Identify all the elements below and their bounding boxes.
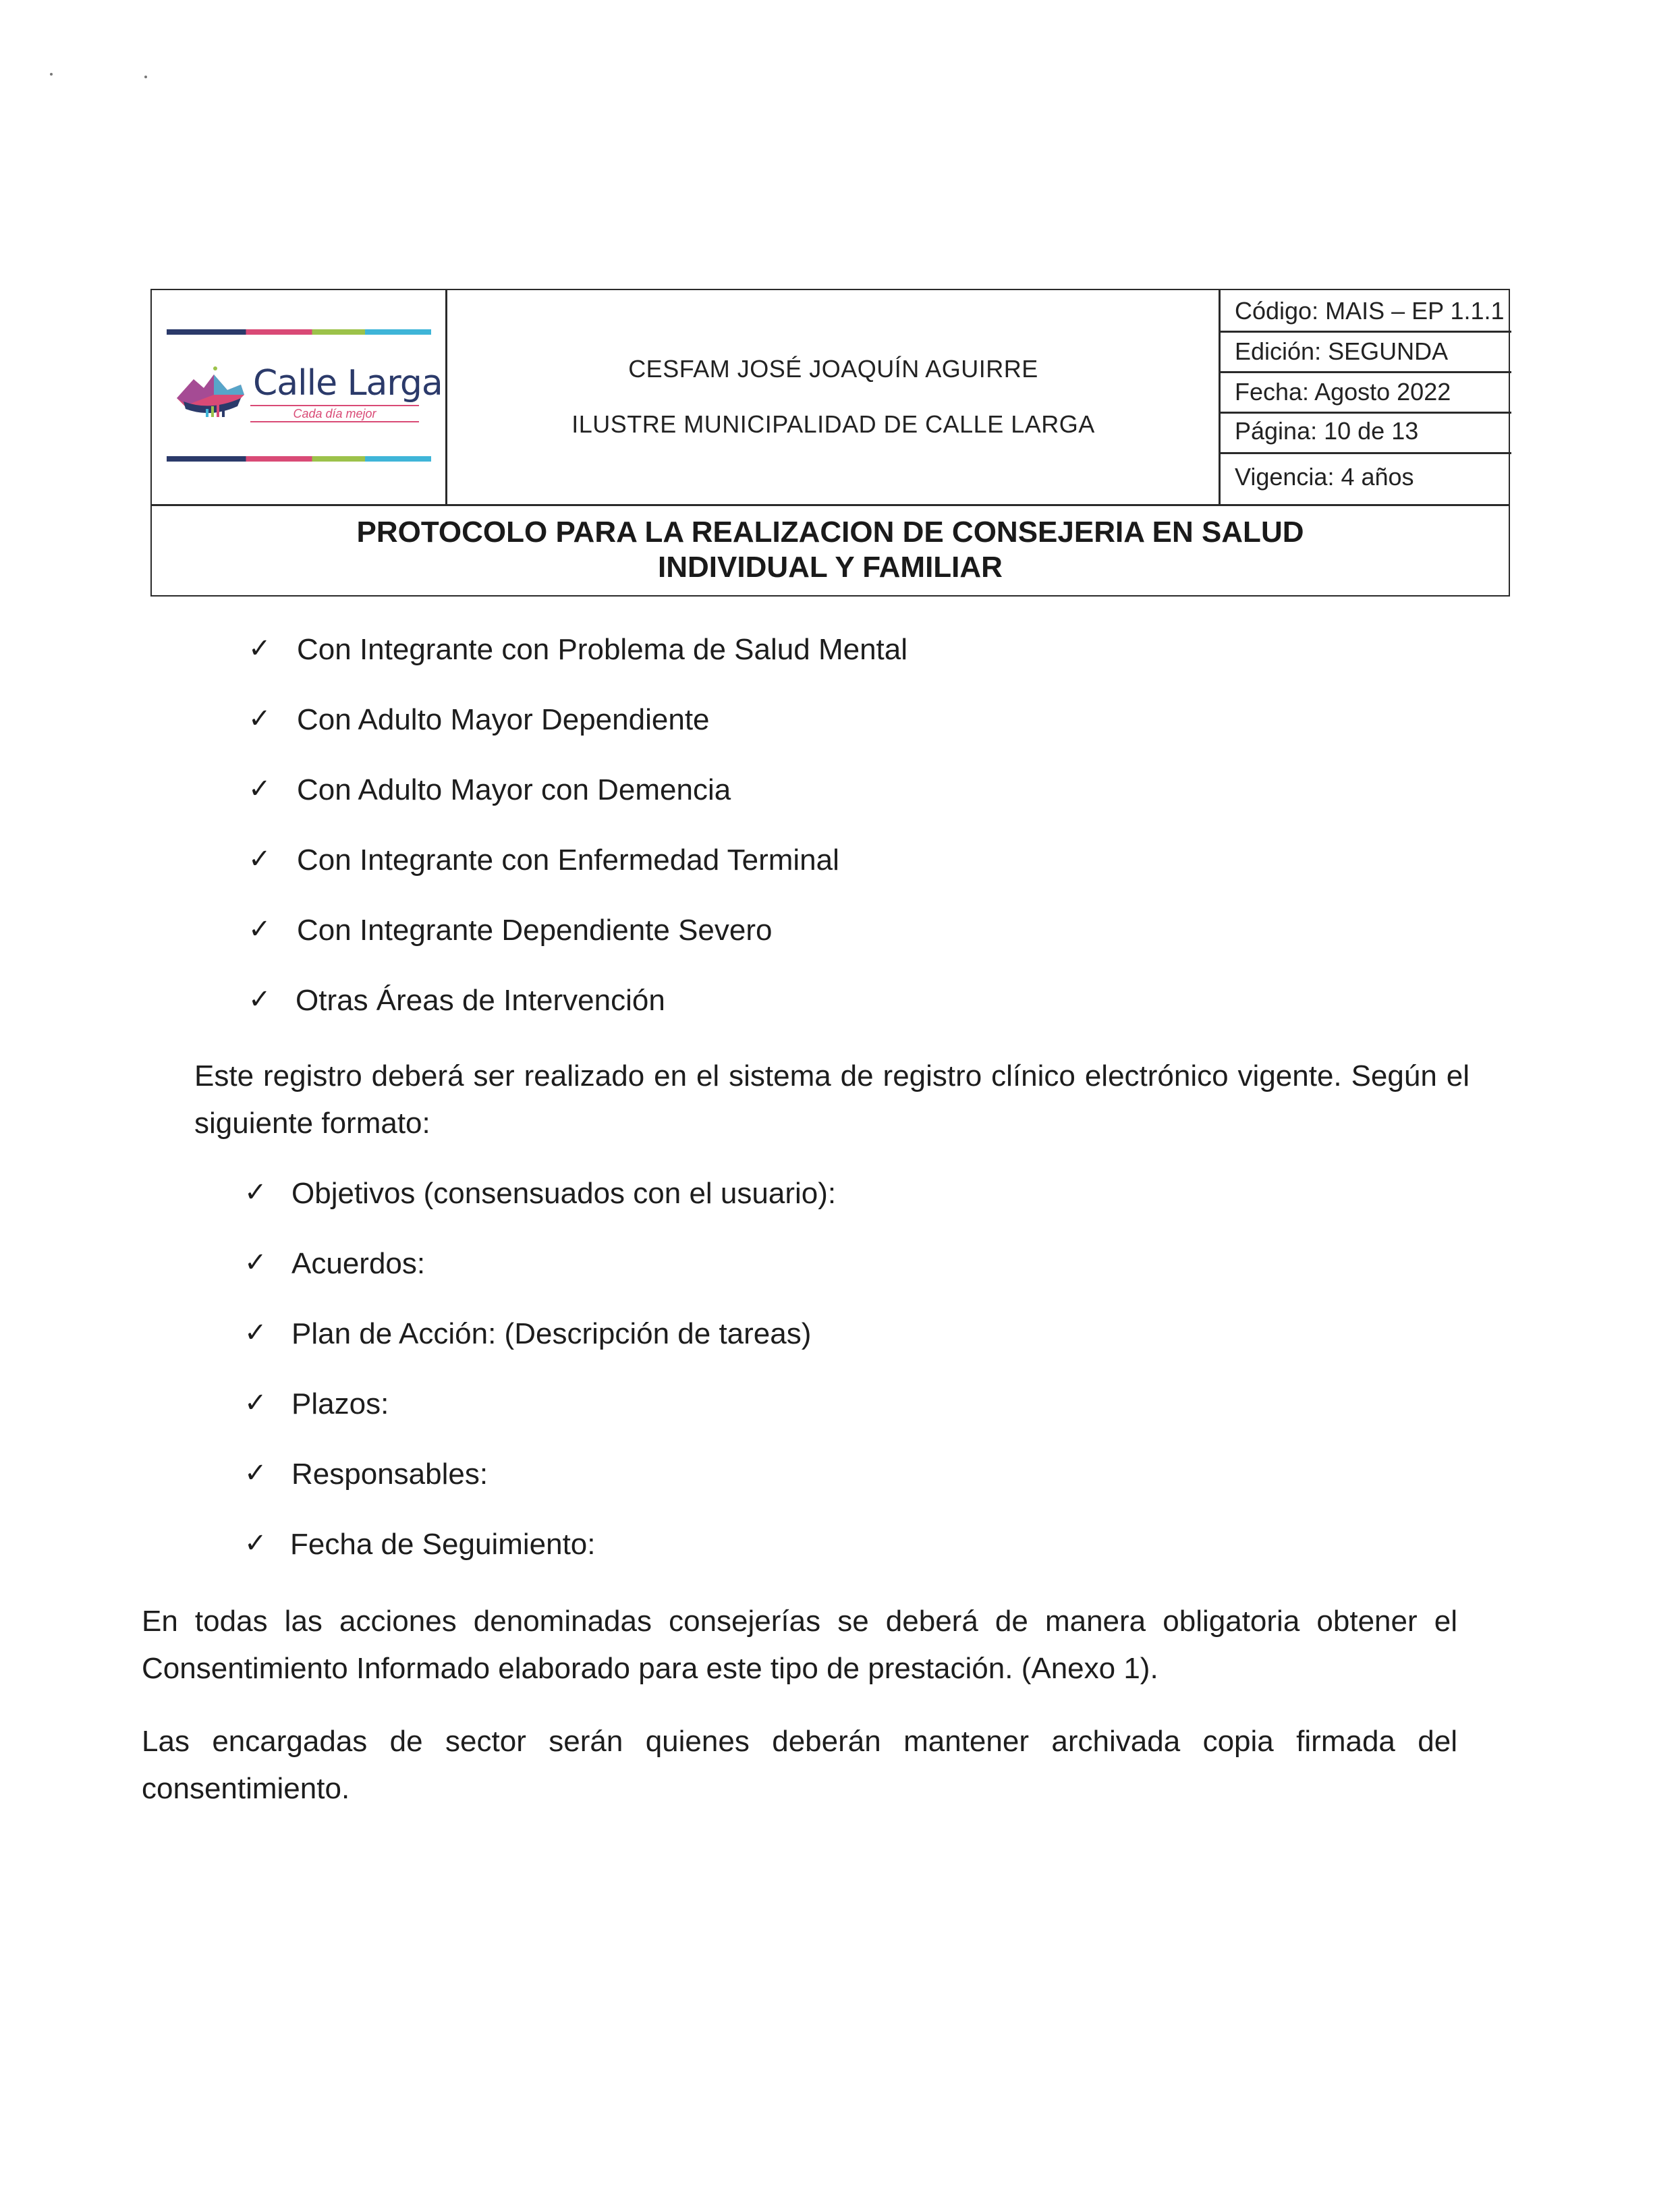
check-icon: ✓ <box>244 1317 267 1348</box>
check-icon: ✓ <box>248 773 271 804</box>
list-item-text: Objetivos (consensuados con el usuario): <box>291 1177 837 1210</box>
meta-vigencia: Vigencia: 4 años <box>1235 463 1414 491</box>
meta-pagina: Página: 10 de 13 <box>1235 417 1419 445</box>
scan-speck <box>50 73 53 76</box>
list-item-text: Acuerdos: <box>291 1247 426 1280</box>
logo-tagline: Cada día mejor <box>250 405 419 422</box>
document-metadata <box>1220 290 1511 505</box>
check-icon: ✓ <box>244 1177 267 1208</box>
check-icon: ✓ <box>244 1458 267 1489</box>
paragraph: Las encargadas de sector serán quienes deberán mantener archivada copia firmada del consentimiento. <box>142 1725 1457 1805</box>
list-item-text: Con Integrante con Problema de Salud Mental <box>297 633 908 666</box>
scan-speck <box>144 76 147 78</box>
check-icon: ✓ <box>248 914 271 945</box>
check-icon: ✓ <box>248 633 271 664</box>
paragraph: En todas las acciones denominadas consejerías se deberá de manera obligatoria obtener el Consentimiento Informado elaborado para este tipo de prestación. (Anexo 1). <box>142 1605 1457 1685</box>
mountain-logo-icon <box>173 364 248 425</box>
check-icon: ✓ <box>248 703 271 734</box>
logo-name: Calle Larga <box>253 363 443 404</box>
check-icon: ✓ <box>248 984 271 1015</box>
meta-fecha: Fecha: Agosto 2022 <box>1235 378 1451 406</box>
municipality-name: ILUSTRE MUNICIPALIDAD DE CALLE LARGA <box>571 410 1095 438</box>
list-item-text: Fecha de Seguimiento: <box>290 1528 596 1561</box>
logo <box>152 290 447 505</box>
list-item-text: Responsables: <box>291 1458 488 1491</box>
list-item-text: Con Integrante con Enfermedad Terminal <box>297 844 839 877</box>
title-line-2: INDIVIDUAL Y FAMILIAR <box>658 551 1003 584</box>
organization-name: CESFAM JOSÉ JOAQUÍN AGUIRRE <box>628 355 1038 383</box>
list-item-text: Con Adulto Mayor con Demencia <box>297 773 731 806</box>
check-icon: ✓ <box>244 1247 267 1278</box>
list-item-text: Con Integrante Dependiente Severo <box>297 914 773 947</box>
meta-edicion: Edición: SEGUNDA <box>1235 337 1449 365</box>
title-line-1: PROTOCOLO PARA LA REALIZACION DE CONSEJERIA EN SALUD <box>356 516 1304 549</box>
organization-cell <box>447 290 1220 505</box>
list-item-text: Con Adulto Mayor Dependiente <box>297 703 710 736</box>
header-table <box>150 289 1510 597</box>
list-item-text: Otras Áreas de Intervención <box>296 984 665 1017</box>
list-item-text: Plan de Acción: (Descripción de tareas) <box>291 1317 812 1350</box>
check-icon: ✓ <box>248 844 271 875</box>
check-icon: ✓ <box>244 1387 267 1418</box>
check-icon: ✓ <box>244 1528 267 1559</box>
paragraph: Este registro deberá ser realizado en el sistema de registro clínico electrónico vigente. Según el siguiente formato: <box>194 1059 1470 1140</box>
document-title <box>152 505 1509 598</box>
list-item-text: Plazos: <box>291 1387 389 1420</box>
meta-codigo: Código: MAIS – EP 1.1.1 <box>1235 297 1505 325</box>
